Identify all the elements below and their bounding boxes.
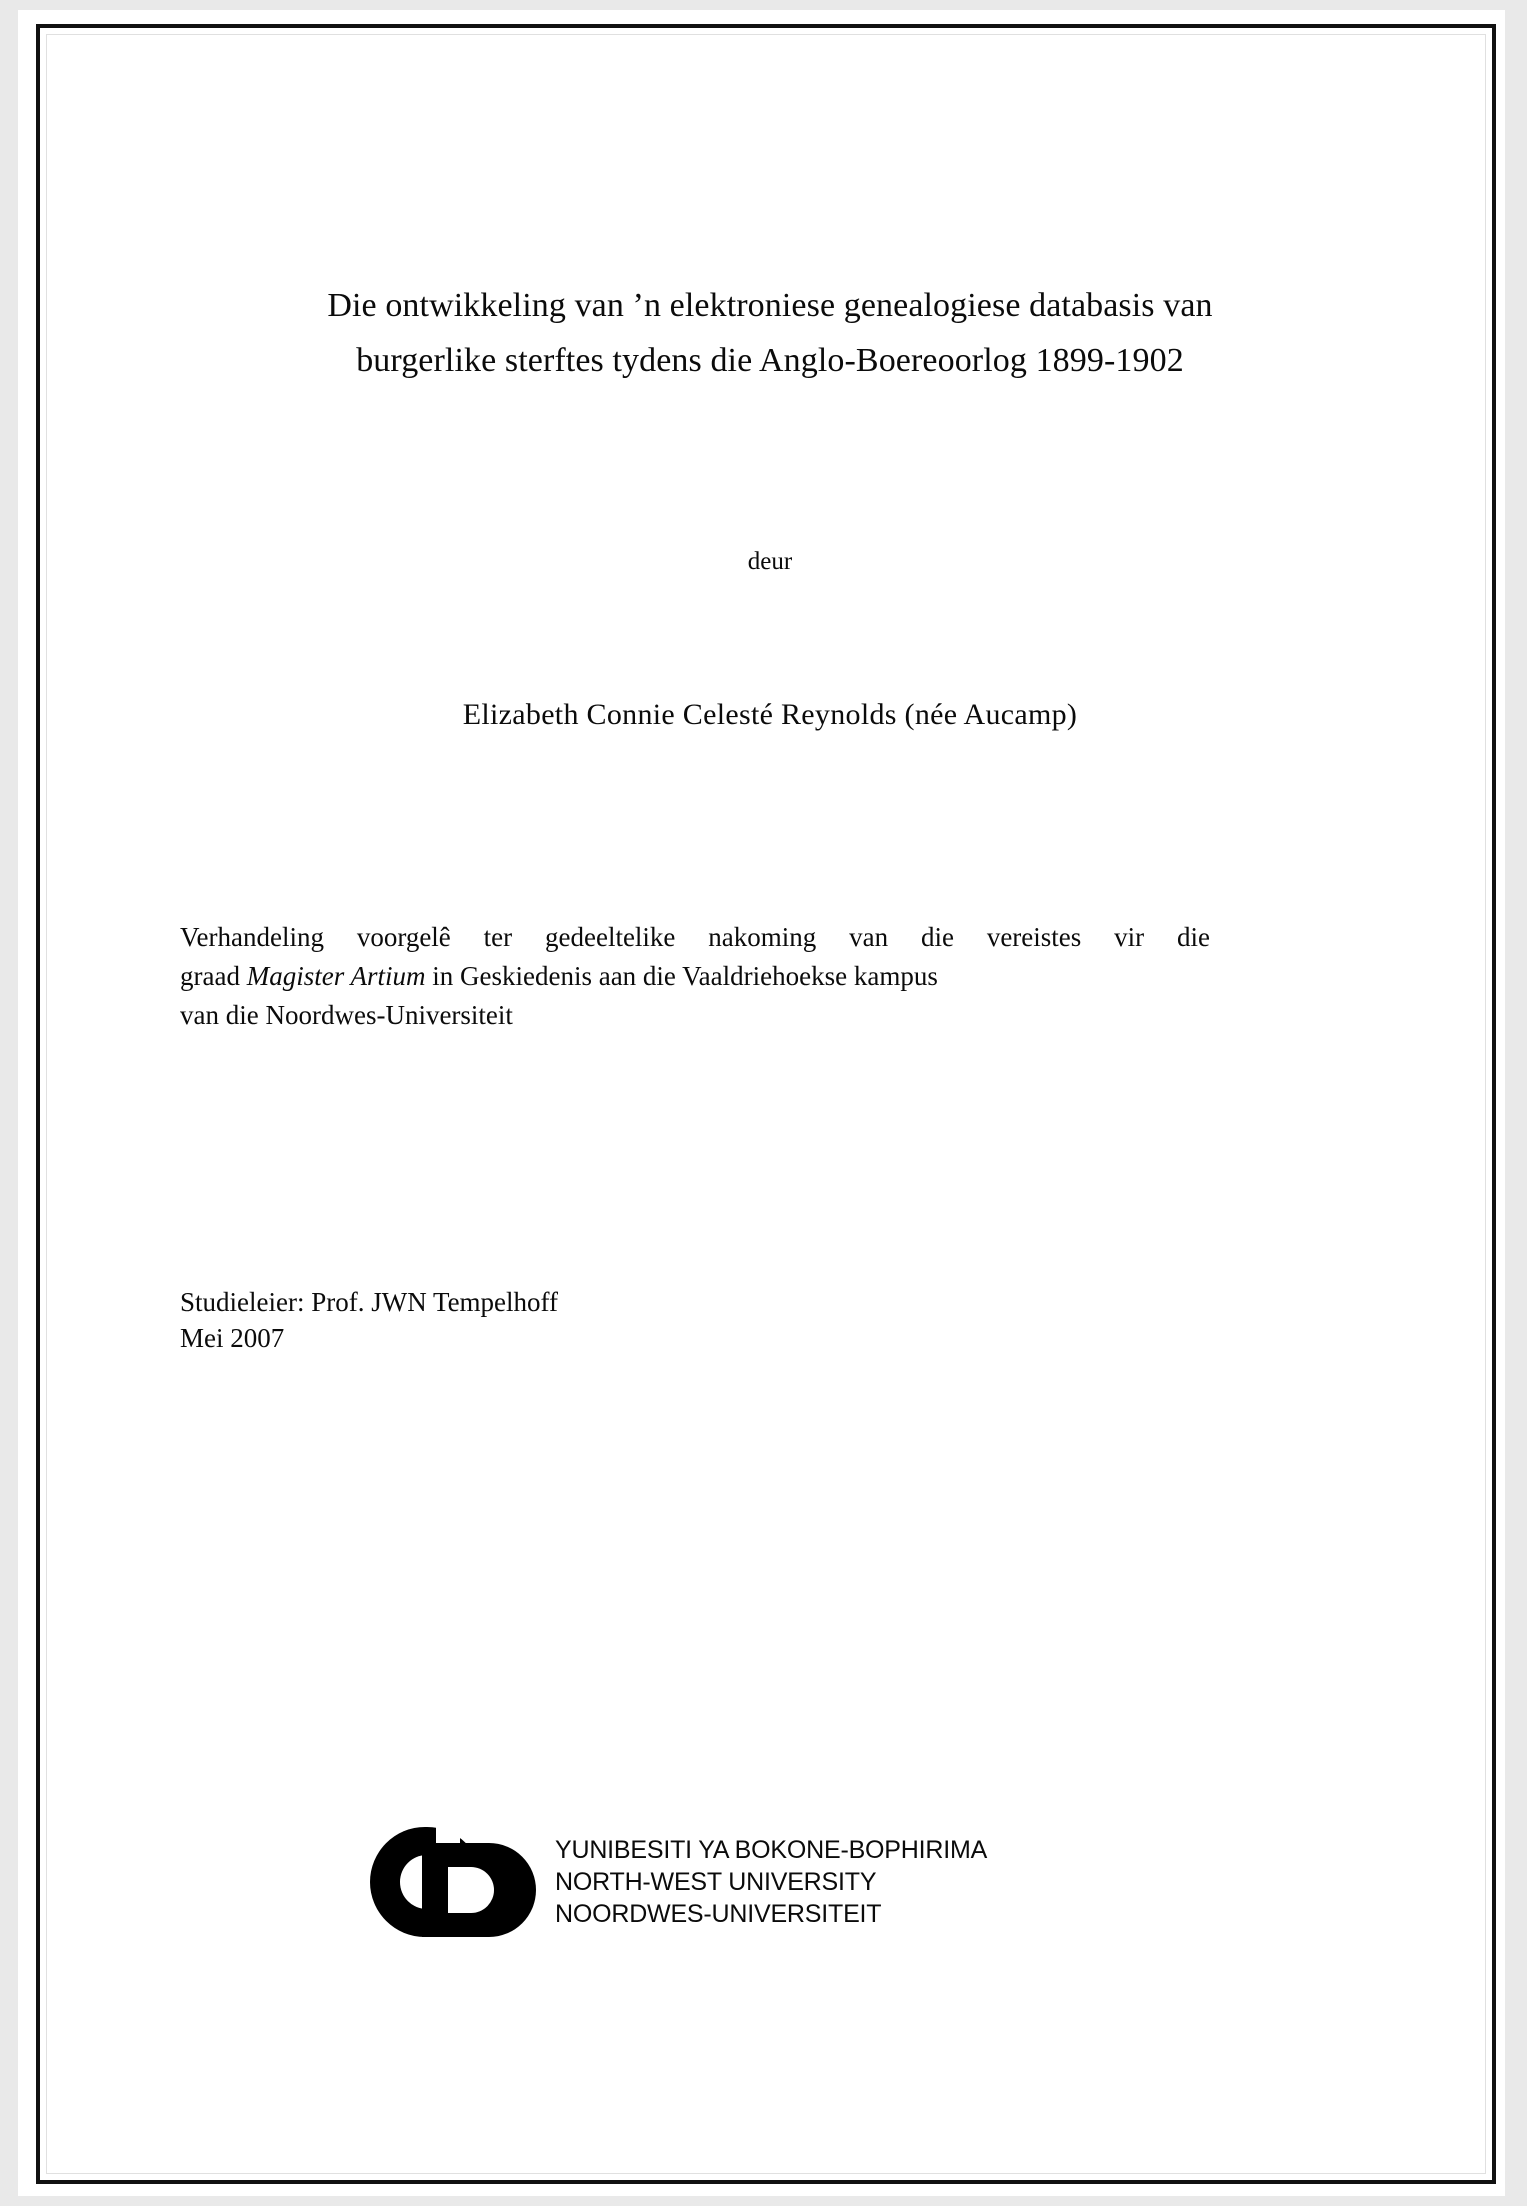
author-name: Elizabeth Connie Celesté Reynolds (née Aucamp) (462, 698, 1078, 732)
by-label: deur (747, 548, 793, 576)
supervisor-line: Studieleier: Prof. JWN Tempelhoff (180, 1286, 559, 1317)
title-line-2: burgerlike sterftes tydens die Anglo-Boereoorlog 1899-1902 (356, 342, 1184, 380)
university-logo-text (555, 1834, 987, 1930)
degree-statement (180, 918, 1210, 1035)
degree-statement-line-2-pre: graad (180, 961, 247, 992)
title-page-content (180, 278, 1360, 1356)
supervisor-block (180, 1284, 1360, 1357)
degree-name: Magister Artium (246, 961, 426, 992)
date-line: Mei 2007 (180, 1323, 285, 1354)
university-logo (370, 1823, 987, 1941)
page-title (216, 278, 1324, 388)
degree-statement-line-2 (180, 957, 1210, 996)
logo-line-3: NOORDWES-UNIVERSITEIT (555, 1900, 882, 1928)
degree-statement-line-1: Verhandeling voorgelê ter gedeeltelike nakoming van die vereistes vir die (180, 922, 1210, 953)
title-line-1: Die ontwikkeling van ’n elektroniese genealogiese databasis van (327, 287, 1213, 324)
degree-statement-line-3: van die Noordwes-Universiteit (180, 1000, 513, 1031)
degree-statement-line-2-post: in Geskiedenis aan die Vaaldriehoekse kampus (425, 961, 938, 992)
north-west-university-logo-icon (370, 1823, 545, 1941)
logo-line-2: NORTH-WEST UNIVERSITY (555, 1868, 877, 1896)
logo-line-1: YUNIBESITI YA BOKONE-BOPHIRIMA (555, 1836, 988, 1864)
page-border (36, 24, 1496, 2184)
